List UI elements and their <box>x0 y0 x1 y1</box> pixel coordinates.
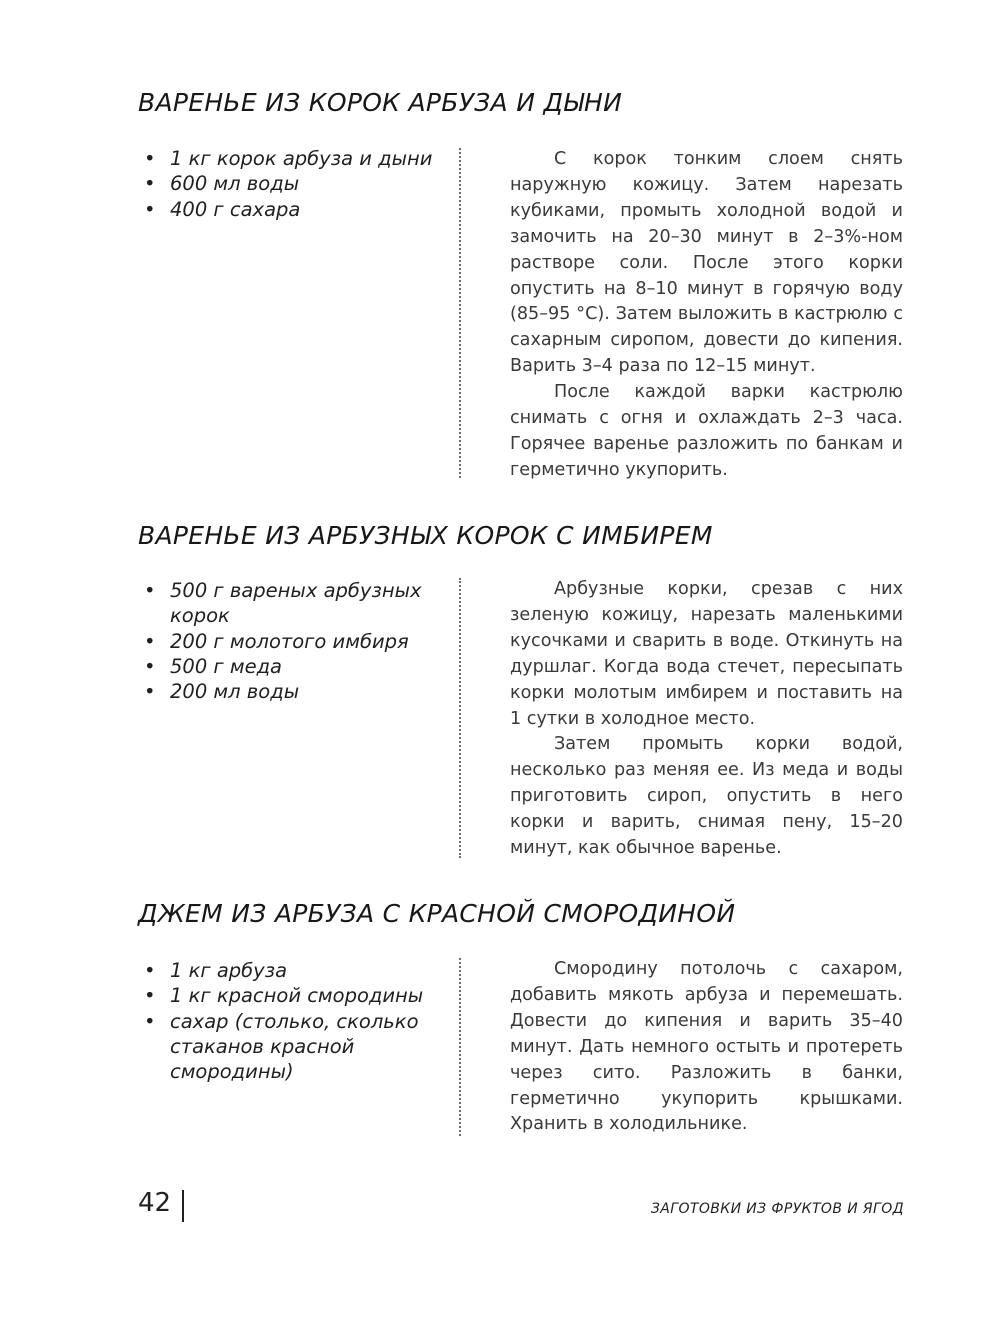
column-divider <box>459 958 461 1136</box>
ingredients-list <box>142 146 442 222</box>
instruction-paragraph: Смородину потолочь с сахаром, добавить мякоть арбуза и перемешать. Довести до кипения и варить 35–40 минут. Дать немного остыть и протереть через сито. Разложить в банки, герметично укупорить крышками. Хранить в холодильнике. <box>510 959 903 1135</box>
column-divider <box>459 578 461 858</box>
ingredients-list <box>142 578 442 704</box>
ingredient-item: • 200 мл воды <box>142 679 442 704</box>
ingredient-item: • 500 г меда <box>142 654 442 679</box>
column-divider <box>459 148 461 478</box>
ingredient-item: • 1 кг корок арбуза и дыни <box>142 146 442 171</box>
instruction-paragraph: Затем промыть корки водой, несколько раз меняя ее. Из меда и воды приготовить сироп, опустить в него корки и варить, снимая пену, 15–20 минут, как обычное варенье. <box>510 734 903 859</box>
instruction-paragraph: С корок тонким слоем снять наружную кожицу. Затем нарезать кубиками, промыть холодной водой и замочить на 20–30 минут в 2–3%-ном растворе соли. После этого корки опустить на 8–10 минут в горячую воду (85–95 °С). Затем выложить в кастрюлю с сахарным сиропом, довести до кипения. Варить 3–4 раза по 12–15 минут. <box>510 149 903 377</box>
recipe-title: ДЖЕМ ИЗ АРБУЗА С КРАСНОЙ СМОРОДИНОЙ <box>138 899 736 928</box>
recipe-title: ВАРЕНЬЕ ИЗ АРБУЗНЫХ КОРОК С ИМБИРЕМ <box>138 521 713 550</box>
ingredient-item: • 1 кг красной смородины <box>142 983 442 1008</box>
instruction-paragraph: Арбузные корки, срезав с них зеленую кожицу, нарезать маленькими кусочками и сварить в воде. Откинуть на дуршлаг. Когда вода стечет, пересыпать корки молотым имбирем и поставить на 1 сутки в холодное место. <box>510 579 903 729</box>
ingredient-item: • 400 г сахара <box>142 197 442 222</box>
instructions-text <box>510 147 903 484</box>
ingredients-list <box>142 958 442 1084</box>
ingredient-item: • 600 мл воды <box>142 171 442 196</box>
ingredient-item: • 1 кг арбуза <box>142 958 442 983</box>
instruction-paragraph: После каждой варки кастрюлю снимать с огня и охлаждать 2–3 часа. Горячее варенье разложить по банкам и герметично укупорить. <box>510 382 903 480</box>
instructions-text <box>510 577 903 862</box>
ingredient-item: • сахар (столько, сколько стаканов красной смородины) <box>142 1009 442 1085</box>
page-number-divider <box>182 1190 184 1222</box>
ingredient-item: • 200 г молотого имбиря <box>142 629 442 654</box>
recipe-title: ВАРЕНЬЕ ИЗ КОРОК АРБУЗА И ДЫНИ <box>138 88 623 117</box>
instructions-text <box>510 957 903 1138</box>
ingredient-item: • 500 г вареных арбузных корок <box>142 578 442 629</box>
section-title: ЗАГОТОВКИ ИЗ ФРУКТОВ И ЯГОД <box>650 1201 904 1217</box>
page-number: 42 <box>138 1188 172 1218</box>
